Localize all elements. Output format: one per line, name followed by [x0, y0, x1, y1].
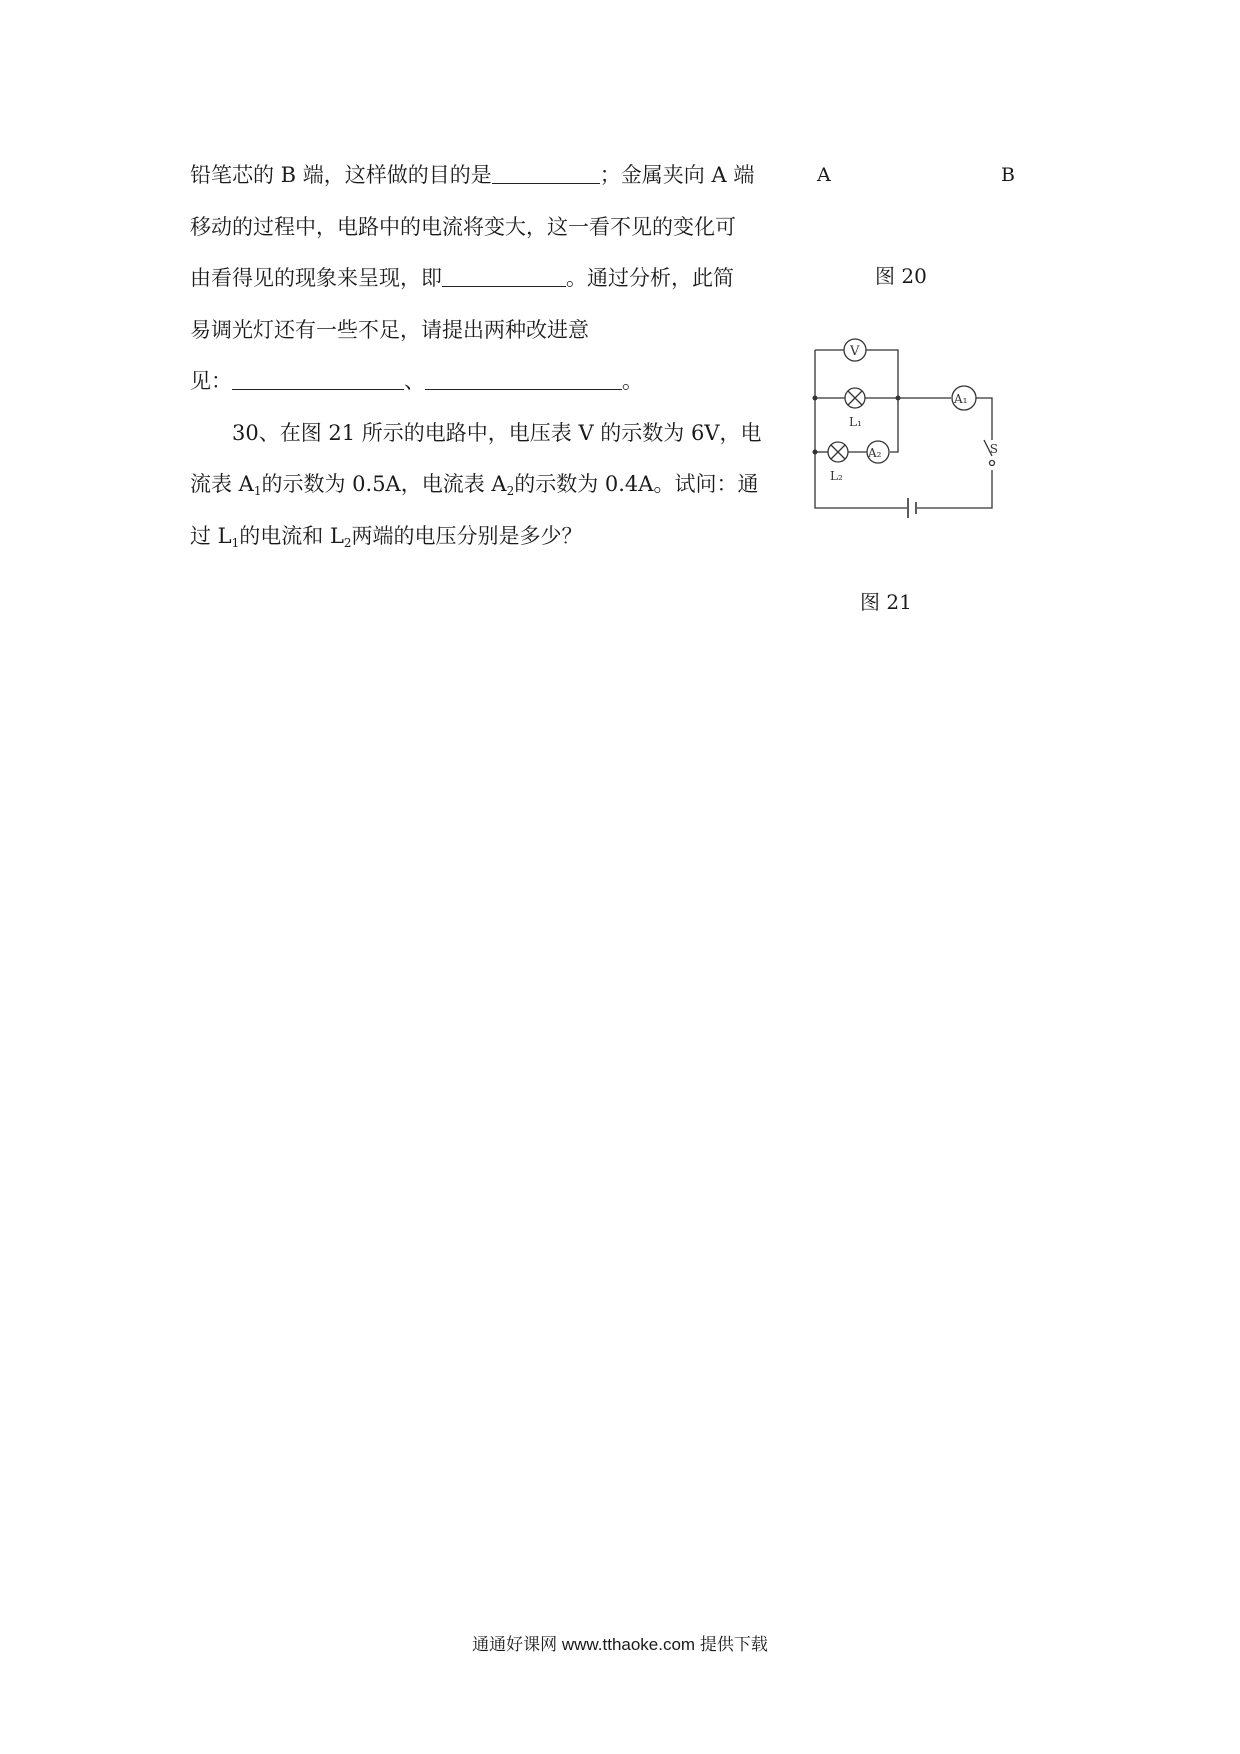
- subscript: 1: [231, 535, 240, 550]
- wire-bottom-right: [917, 470, 992, 508]
- lamp-l1-label: L₁: [849, 415, 862, 429]
- q30-text: 的示数为 0.5A，电流表 A: [261, 472, 507, 496]
- q29-text: 移动的过程中，电路中的电流将变大，这一看不见的变化可: [190, 214, 736, 239]
- ammeter-a1-label: A₁: [954, 392, 968, 406]
- figure20-label-a: A: [817, 164, 831, 186]
- q29-line-3: [190, 258, 770, 310]
- wire-v-right: [866, 350, 898, 452]
- q29-text: 见：: [190, 369, 232, 393]
- battery-icon: [908, 498, 916, 518]
- subscript: 1: [253, 484, 262, 498]
- q29-text: ；金属夹向 A 端: [599, 163, 755, 187]
- q30-text: 流表 A: [190, 472, 254, 496]
- q30-text: 过 L: [190, 523, 232, 548]
- subscript: 2: [343, 535, 352, 550]
- page-footer: 通通好课网 www.tthaoke.com 提供下载: [472, 1635, 768, 1654]
- ammeter-a2-label: A₂: [868, 446, 882, 460]
- answer-blank-purpose: [492, 157, 600, 184]
- q29-text: 由看得见的现象来呈现，即: [190, 266, 442, 290]
- answer-blank-phenomenon: [442, 260, 566, 287]
- q29-line-4: [190, 310, 770, 362]
- switch-label: S: [989, 442, 998, 456]
- q30-text: 30、在图 21 所示的电路中，电压表 V 的示数为 6V，电: [232, 420, 762, 445]
- figure20-caption: 图 20: [875, 264, 927, 288]
- q30-text: 的电流和 L: [239, 523, 344, 548]
- q29-line-1: [190, 155, 770, 207]
- figure21-caption: 图 21: [860, 590, 912, 614]
- question-text-column: [190, 155, 770, 567]
- circuit-diagram: [800, 330, 1000, 525]
- q29-text: 。: [622, 369, 643, 393]
- q30-text: 两端的电压分别是多少？: [351, 523, 583, 548]
- q30-line-2: [190, 464, 770, 516]
- q29-text: 。通过分析，此简: [566, 266, 734, 290]
- answer-blank-improvement-1: [232, 363, 404, 390]
- q29-text: 易调光灯还有一些不足，请提出两种改进意: [190, 317, 589, 342]
- lamp-l1-cross: [848, 391, 862, 405]
- q29-text: 铅笔芯的 B 端，这样做的目的是: [190, 163, 492, 187]
- lamp-l2-label: L₂: [830, 469, 843, 483]
- switch-contact-icon: [990, 461, 995, 466]
- q30-line-3: [190, 516, 770, 568]
- q30-line-1: [190, 413, 770, 465]
- voltmeter-label: V: [850, 344, 860, 359]
- q30-text: 的示数为 0.4A。试问：通: [514, 472, 759, 496]
- wire-right: [976, 398, 992, 440]
- wire-left-bottom: [815, 350, 907, 508]
- q29-text: 、: [404, 369, 425, 393]
- q29-line-2: [190, 207, 770, 259]
- answer-blank-improvement-2: [425, 363, 622, 390]
- lamp-l2-cross: [831, 445, 845, 459]
- q29-line-5: [190, 361, 770, 413]
- subscript: 2: [506, 484, 515, 498]
- figure20-label-b: B: [1001, 164, 1015, 186]
